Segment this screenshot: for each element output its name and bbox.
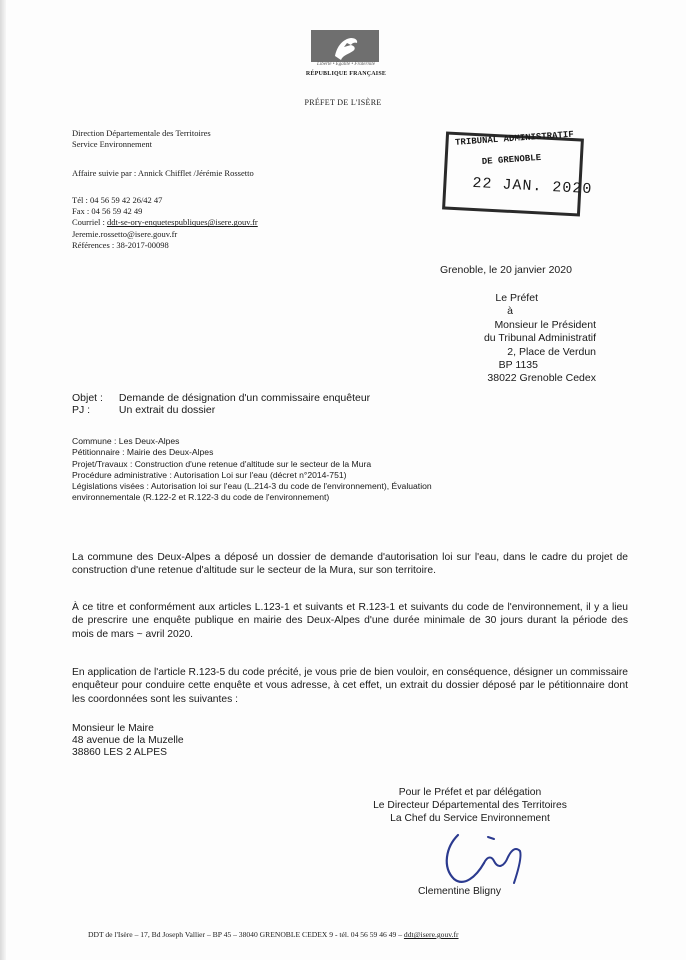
recipient-line: 2, Place de Verdun (507, 345, 596, 358)
recipient-line: Monsieur le Président (494, 318, 596, 331)
footer-text: DDT de l'Isère – 17, Bd Joseph Vallier – BP 45 – 38040 GRENOBLE CEDEX 9 - tél. 04 56 59 46 49 – (88, 930, 404, 939)
objet-text: Demande de désignation d'un commissaire enquêteur (118, 392, 371, 404)
recipient-block (396, 292, 596, 386)
signature-line: Pour le Préfet et par délégation (398, 787, 542, 798)
stamp-line1: TRIBUNAL ADMINISTRATIF (454, 129, 575, 148)
date-line: Grenoble, le 20 janvier 2020 (440, 264, 572, 276)
affaire-line: Affaire suivie par : Annick Chifflet /Jérémie Rossetto (72, 168, 254, 178)
courriel-line (72, 217, 258, 228)
footer-email[interactable]: ddt@isere.gouv.fr (403, 930, 459, 939)
objet-label: Objet : (72, 392, 103, 404)
fax-line: Fax : 04 56 59 42 49 (72, 206, 143, 217)
recipient-from: Le Préfet (495, 292, 538, 304)
maire-line: 38860 LES 2 ALPES (72, 747, 168, 759)
sender-service: Service Environnement (72, 139, 153, 149)
sender-block (72, 128, 211, 150)
body-paragraph-2: À ce titre et conformément aux articles L.123-1 et suivants et R.123-1 et suivants du code de l'environnement, il y a lieu de prescrire une enquête publique en mairie des Deux-Alpes d'une durée minimale de 30 jours durant la période des mois de mars ~ avril 2020. (72, 602, 628, 640)
sender-direction: Direction Départementale des Territoires (72, 128, 211, 138)
signature-block (340, 786, 600, 825)
references-line: Références : 38-2017-00098 (72, 239, 169, 250)
maire-address (72, 723, 184, 760)
contact-block (72, 195, 258, 251)
motto: Liberté • Égalité • Fraternité (317, 62, 375, 67)
signature-line: La Chef du Service Environnement (390, 813, 550, 824)
objet-block (72, 393, 370, 416)
commune-line: Commune : Les Deux-Alpes (72, 436, 180, 446)
prefet-heading: PRÉFET DE L'ISÈRE (304, 98, 382, 107)
republic-label: RÉPUBLIQUE FRANÇAISE (305, 71, 387, 77)
footer (88, 930, 459, 939)
procedure-line: Procédure administrative : Autorisation Loi sur l'eau (décret n°2014-751) (72, 469, 347, 480)
details-block (72, 436, 432, 504)
body-paragraph-1: La commune des Deux-Alpes a déposé un dossier de demande d'autorisation loi sur l'eau, dans le cadre du projet de construction d'une retenue d'altitude sur le secteur de la Mura, sur son territoire. (72, 552, 628, 577)
courriel-label: Courriel : (72, 217, 107, 228)
stamp-date: 22 JAN. 2020 (472, 174, 593, 199)
scan-edge (0, 0, 6, 960)
tel-line: Tél : 04 56 59 42 26/42 47 (72, 195, 163, 205)
marianne-logo (311, 30, 379, 62)
recipient-line: du Tribunal Administratif (483, 332, 596, 345)
petitionnaire-line: Pétitionnaire : Mairie des Deux-Alpes (72, 447, 214, 458)
recipient-a: à (507, 305, 513, 318)
recipient-line: BP 1135 (498, 359, 538, 372)
stamp-line2: DE GRENOBLE (481, 152, 542, 167)
pj-label: PJ : (72, 403, 91, 416)
marianne-icon (311, 30, 379, 62)
maire-line: 48 avenue de la Muzelle (72, 735, 184, 747)
projet-line: Projet/Travaux : Construction d'une retenue d'altitude sur le secteur de la Mura (72, 458, 372, 469)
legislations-line: environnementale (R.122-2 et R.122-3 du code de l'environnement) (72, 492, 330, 503)
maire-line: Monsieur le Maire (72, 723, 154, 734)
body-paragraph-3: En application de l'article R.123-5 du code précité, je vous prie de bien vouloir, en conséquence, désigner un commissaire enquêteur pour conduire cette enquête et vous adresse, à cet effet, un extrait du dossier déposé par le pétitionnaire dont les coordonnées sont les suivantes : (72, 667, 628, 705)
legislations-line: Législations visées : Autorisation loi sur l'eau (L.214-3 du code de l'environnement), Évaluation (72, 481, 432, 492)
recipient-line: 38022 Grenoble Cedex (487, 372, 596, 385)
pj-text: Un extrait du dossier (118, 403, 216, 416)
received-stamp (442, 129, 593, 216)
email2-line[interactable]: Jeremie.rossetto@isere.gouv.fr (72, 228, 178, 239)
signature-line: Le Directeur Départemental des Territoires (373, 800, 567, 811)
courriel-link[interactable]: ddt-se-ory-enquetespubliques@isere.gouv.fr (106, 217, 258, 228)
signer-name: Clementine Bligny (418, 886, 501, 897)
